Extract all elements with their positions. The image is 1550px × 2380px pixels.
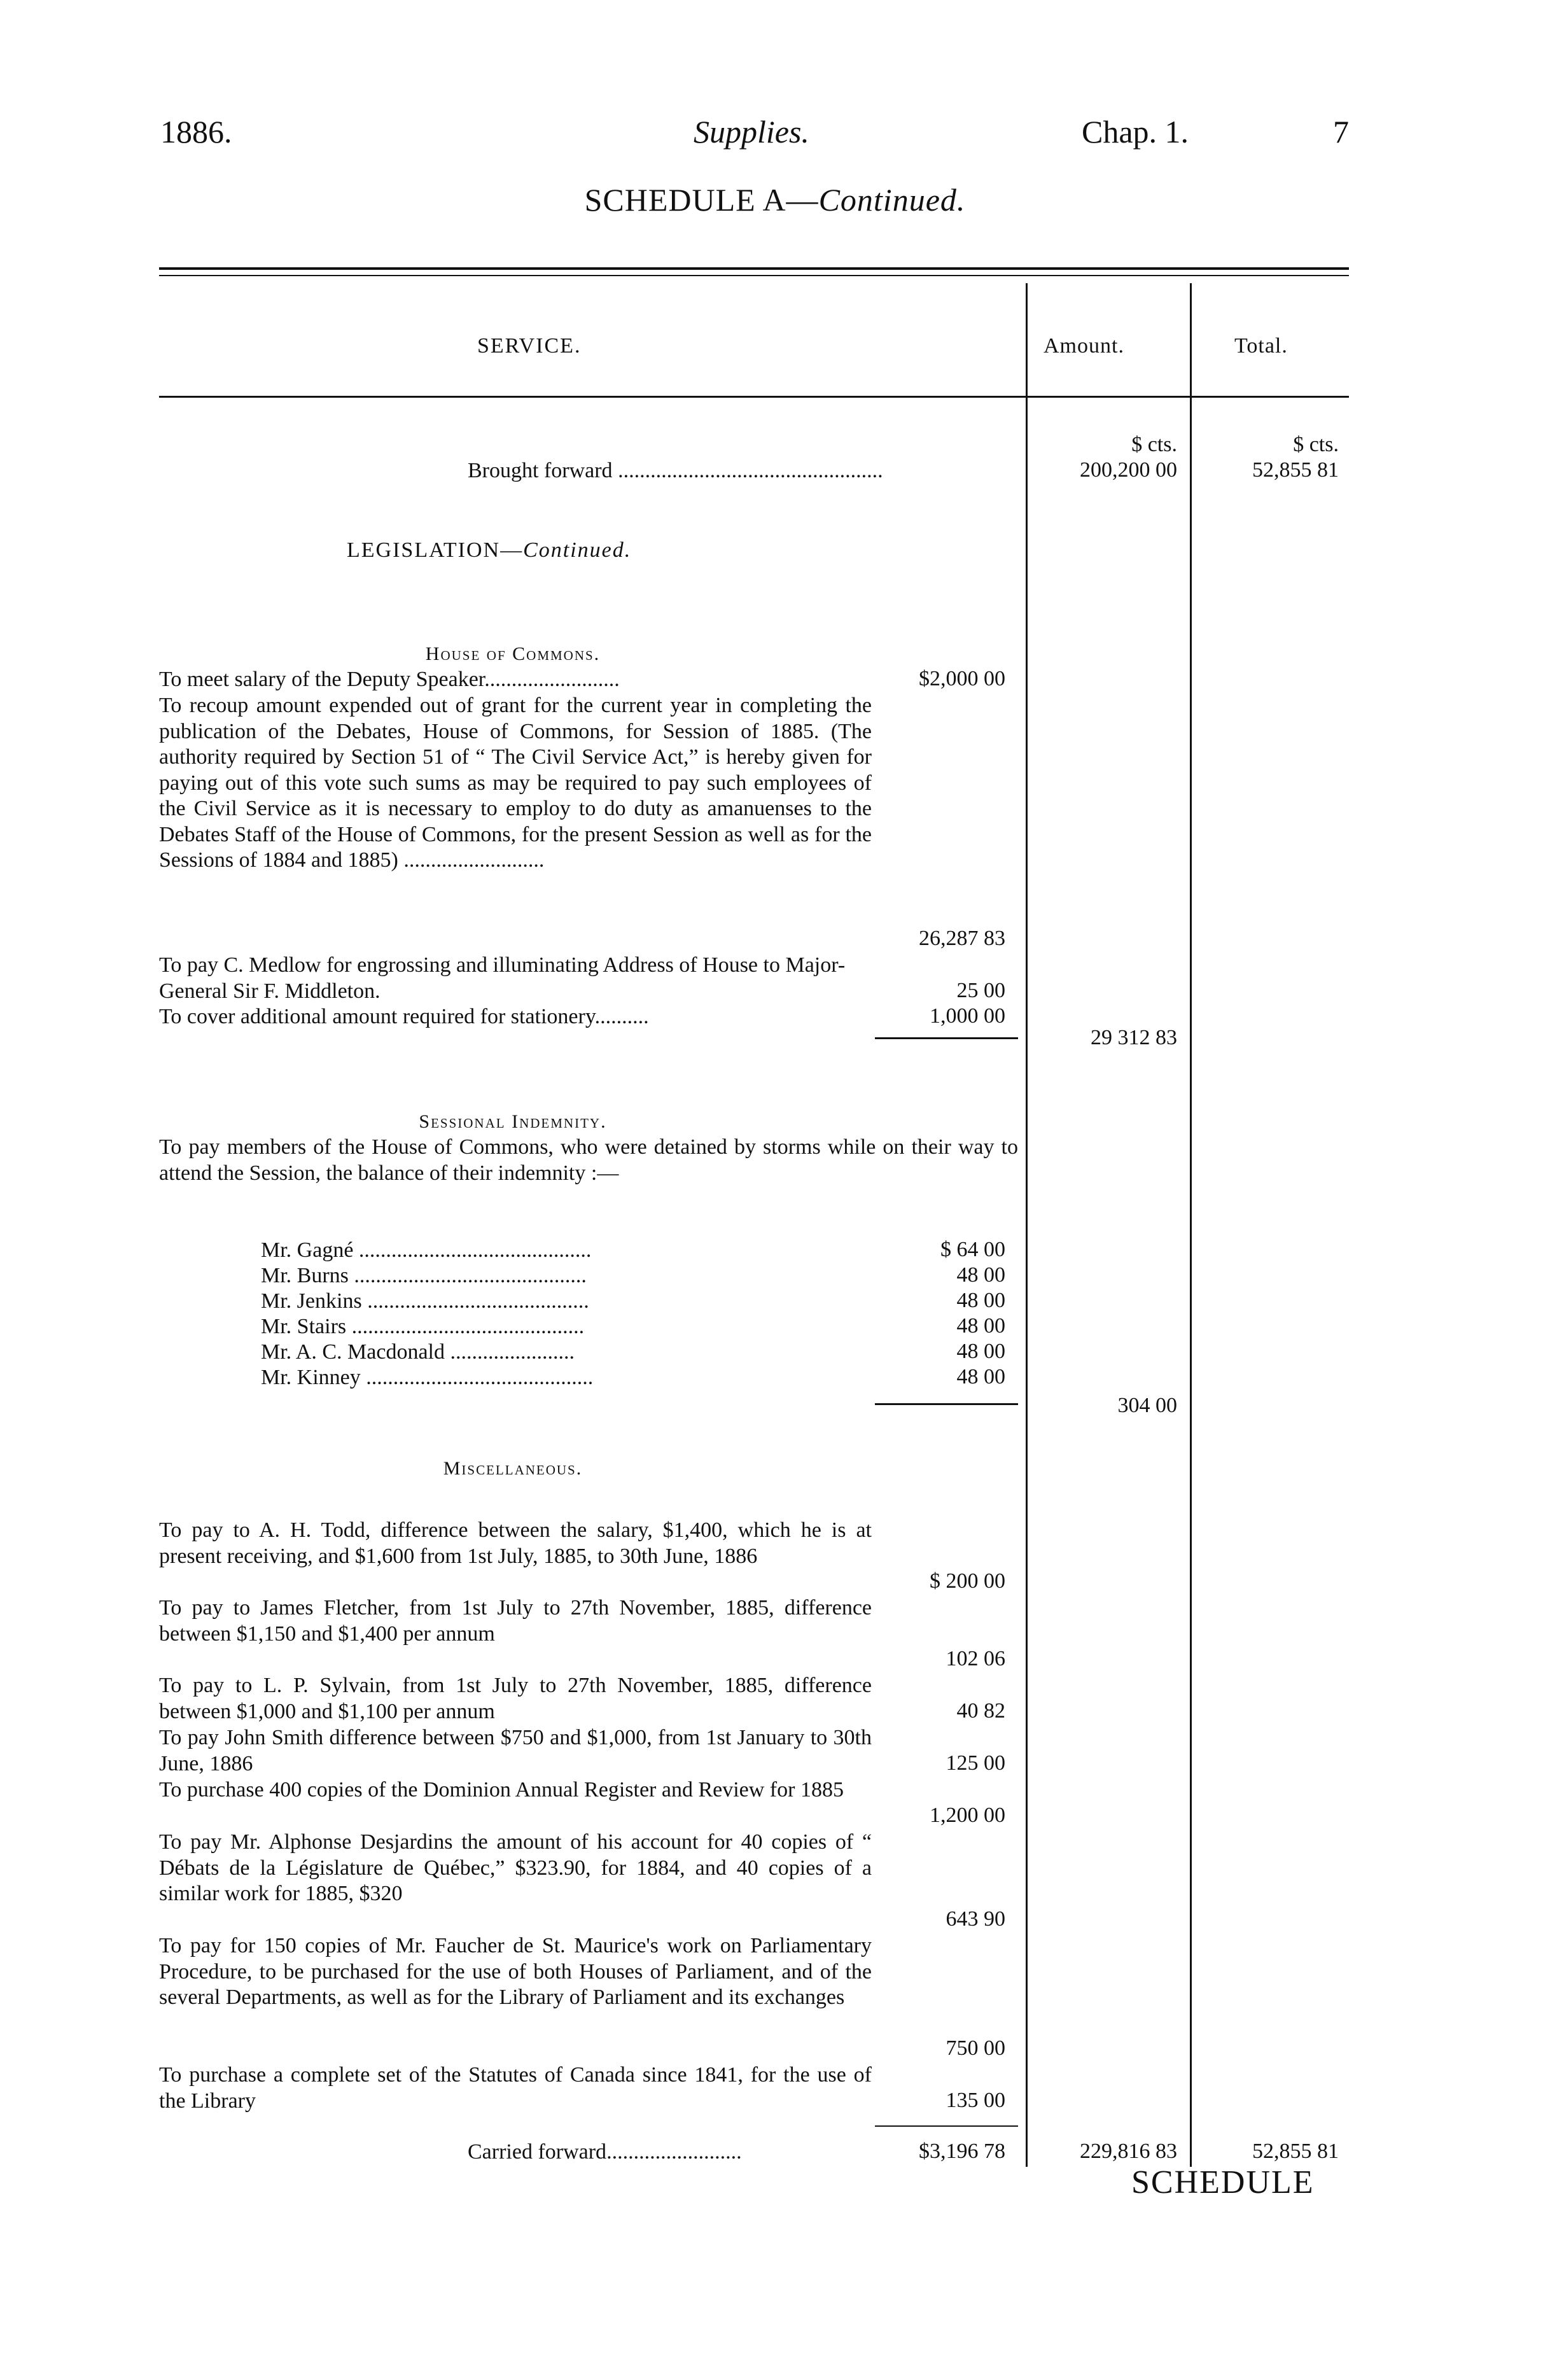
column-heading-service: SERVICE. bbox=[477, 334, 582, 358]
misc-item-6-value: 643 90 bbox=[946, 1907, 1005, 1931]
member-4: Mr. Stairs ........................................... bbox=[261, 1315, 585, 1338]
misc-item-1: To pay to A. H. Todd, difference between the salary, $1,400, which he is at present receiving, and $1,600 from 1st July, 1885, to 30th June, 1886 bbox=[159, 1518, 872, 1568]
sessional-indemnity-intro: To pay members of the House of Commons, who were detained by storms while on their way to attend the Session, the balance of their indemnity :— bbox=[159, 1135, 1018, 1185]
misc-item-2: To pay to James Fletcher, from 1st July to 27th November, 1885, difference between $1,150 and $1,400 per annum bbox=[159, 1596, 872, 1646]
hoc-item-4: To cover additional amount required for stationery.......... bbox=[159, 1005, 649, 1028]
misc-item-7-value: 750 00 bbox=[946, 2036, 1005, 2060]
member-6-value: 48 00 bbox=[956, 1365, 1005, 1389]
total-units: $ cts. bbox=[1293, 433, 1339, 456]
header-title: Supplies. bbox=[694, 114, 809, 150]
column-divider-amount bbox=[1026, 283, 1028, 2167]
carried-forward-label: Carried forward bbox=[468, 2140, 607, 2164]
hoc-item-3: To pay C. Medlow for engrossing and illuminating Address of House to Major-General Sir F. Middleton. bbox=[159, 953, 846, 1003]
catchword: SCHEDULE bbox=[1131, 2164, 1315, 2201]
misc-item-3: To pay to L. P. Sylvain, from 1st July to 27th November, 1885, difference between $1,000 and $1,100 per annum bbox=[159, 1674, 872, 1723]
brought-forward-total: 52,855 81 bbox=[1252, 458, 1339, 482]
hoc-item-1-text: To meet salary of the Deputy Speaker bbox=[159, 668, 485, 691]
indemnity-subtotal: 304 00 bbox=[1117, 1394, 1177, 1417]
carried-forward-total: 52,855 81 bbox=[1252, 2139, 1339, 2163]
carried-forward: Carried forward......................... bbox=[468, 2140, 742, 2164]
hoc-item-2: To recoup amount expended out of grant for the current year in completing the publication of the Debates, House of Commons, for Session of 1885. (The authority required by Section 51 of “ The Civil Service Act,” is hereby given for paying out of this vote such sums as may be required to pay such employees of the Civil Service as it is necessary to employ to do duty as amanuenses to the Debates Staff of the House of Commons, for the present Session as well as for the Sessions of 1884 and 1885) .......................... bbox=[159, 694, 872, 872]
hoc-item-2-value: 26,287 83 bbox=[919, 927, 1005, 950]
hoc-item-2-text: To recoup amount expended out of grant for the current year in completing the publication of the Debates, House of Commons, for Session of 1885. (The authority required by Section 51 of “ The Civil Service Act,” is hereby given for paying out of this vote such sums as may be required to pay such employees of the Civil Service as it is necessary to employ to do duty as amanuenses to the Debates Staff of the House of Commons, for the present Session as well as for the Sessions of 1884 and 1885) bbox=[159, 694, 872, 872]
misc-item-7: To pay for 150 copies of Mr. Faucher de St. Maurice's work on Parliamentary Procedure, to be purchased for the use of both Houses of Parliament, and of the several Departments, as well as for the Library of Parliament and its exchanges bbox=[159, 1934, 872, 2009]
brought-forward-label: Brought forward ................................................. bbox=[468, 459, 883, 482]
member-2-name: Mr. Burns bbox=[261, 1264, 349, 1287]
top-double-rule-1 bbox=[159, 267, 1349, 270]
member-1-name: Mr. Gagné bbox=[261, 1238, 354, 1262]
header-chapter: Chap. 1. bbox=[1082, 114, 1189, 150]
misc-item-8-value: 135 00 bbox=[946, 2089, 1005, 2112]
legislation-heading bbox=[347, 538, 631, 564]
misc-item-4-value: 125 00 bbox=[946, 1751, 1005, 1775]
hoc-item-1-value: $2,000 00 bbox=[919, 667, 1005, 690]
misc-item-5: To purchase 400 copies of the Dominion Annual Register and Review for 1885 bbox=[159, 1778, 844, 1802]
misc-item-1-value: $ 200 00 bbox=[930, 1569, 1005, 1593]
house-of-commons-heading: House of Commons. bbox=[425, 643, 601, 664]
misc-item-3-value: 40 82 bbox=[956, 1699, 1005, 1723]
legislation-heading-text: LEGISLATION— bbox=[347, 538, 524, 562]
hoc-item-4-value: 1,000 00 bbox=[930, 1004, 1005, 1028]
member-6-name: Mr. Kinney bbox=[261, 1366, 361, 1389]
carried-forward-rule bbox=[875, 2125, 1018, 2127]
brought-forward-amount: 200,200 00 bbox=[1080, 458, 1177, 482]
misc-item-4: To pay John Smith difference between $750 and $1,000, from 1st January to 30th June, 1886 bbox=[159, 1726, 872, 1775]
member-3-value: 48 00 bbox=[956, 1289, 1005, 1312]
hoc-subtotal: 29 312 83 bbox=[1091, 1026, 1177, 1049]
member-5-value: 48 00 bbox=[956, 1340, 1005, 1363]
header-page-number: 7 bbox=[1333, 114, 1349, 150]
misc-item-6: To pay Mr. Alphonse Desjardins the amount of his account for 40 copies of “ Débats de la Législature de Québec,” $323.90, for 1884, and 40 copies of a similar work for 1885, $320 bbox=[159, 1830, 872, 1905]
column-heading-amount: Amount. bbox=[1044, 334, 1124, 358]
indemnity-subtotal-rule bbox=[875, 1403, 1018, 1405]
member-2-value: 48 00 bbox=[956, 1263, 1005, 1287]
hoc-item-1: To meet salary of the Deputy Speaker......................... bbox=[159, 668, 620, 691]
legislation-heading-italic: Continued. bbox=[523, 538, 632, 562]
member-6: Mr. Kinney .......................................... bbox=[261, 1366, 594, 1389]
member-3-name: Mr. Jenkins bbox=[261, 1289, 362, 1313]
schedule-title-italic: Continued. bbox=[818, 182, 966, 218]
schedule-title-main: SCHEDULE A— bbox=[584, 182, 819, 218]
schedule-title bbox=[0, 181, 1550, 218]
miscellaneous-heading: Miscellaneous. bbox=[443, 1458, 583, 1479]
member-5-name: Mr. A. C. Macdonald bbox=[261, 1340, 445, 1364]
member-3: Mr. Jenkins ......................................... bbox=[261, 1289, 589, 1313]
header-bottom-rule bbox=[159, 396, 1349, 398]
brought-forward-text: Brought forward bbox=[468, 459, 613, 482]
misc-item-2-value: 102 06 bbox=[946, 1647, 1005, 1670]
hoc-item-4-text: To cover additional amount required for stationery bbox=[159, 1005, 595, 1028]
top-double-rule-2 bbox=[159, 275, 1349, 276]
carried-forward-value: $3,196 78 bbox=[919, 2139, 1005, 2163]
member-2: Mr. Burns ........................................... bbox=[261, 1264, 587, 1287]
column-divider-total bbox=[1190, 283, 1192, 2167]
hoc-item-3-value: 25 00 bbox=[956, 979, 1005, 1002]
member-4-name: Mr. Stairs bbox=[261, 1315, 347, 1338]
misc-item-5-value: 1,200 00 bbox=[930, 1803, 1005, 1827]
header-year: 1886. bbox=[160, 114, 232, 150]
sessional-indemnity-heading: Sessional Indemnity. bbox=[419, 1111, 607, 1132]
hoc-subtotal-rule bbox=[875, 1037, 1018, 1039]
carried-forward-amount: 229,816 83 bbox=[1080, 2139, 1177, 2163]
member-5: Mr. A. C. Macdonald ....................... bbox=[261, 1340, 575, 1364]
member-1: Mr. Gagné ........................................... bbox=[261, 1238, 592, 1262]
member-1-value: $ 64 00 bbox=[940, 1238, 1005, 1261]
column-heading-total: Total. bbox=[1234, 334, 1288, 358]
member-4-value: 48 00 bbox=[956, 1314, 1005, 1338]
amount-units: $ cts. bbox=[1131, 433, 1177, 456]
misc-item-8: To purchase a complete set of the Statutes of Canada since 1841, for the use of the Library bbox=[159, 2063, 872, 2113]
